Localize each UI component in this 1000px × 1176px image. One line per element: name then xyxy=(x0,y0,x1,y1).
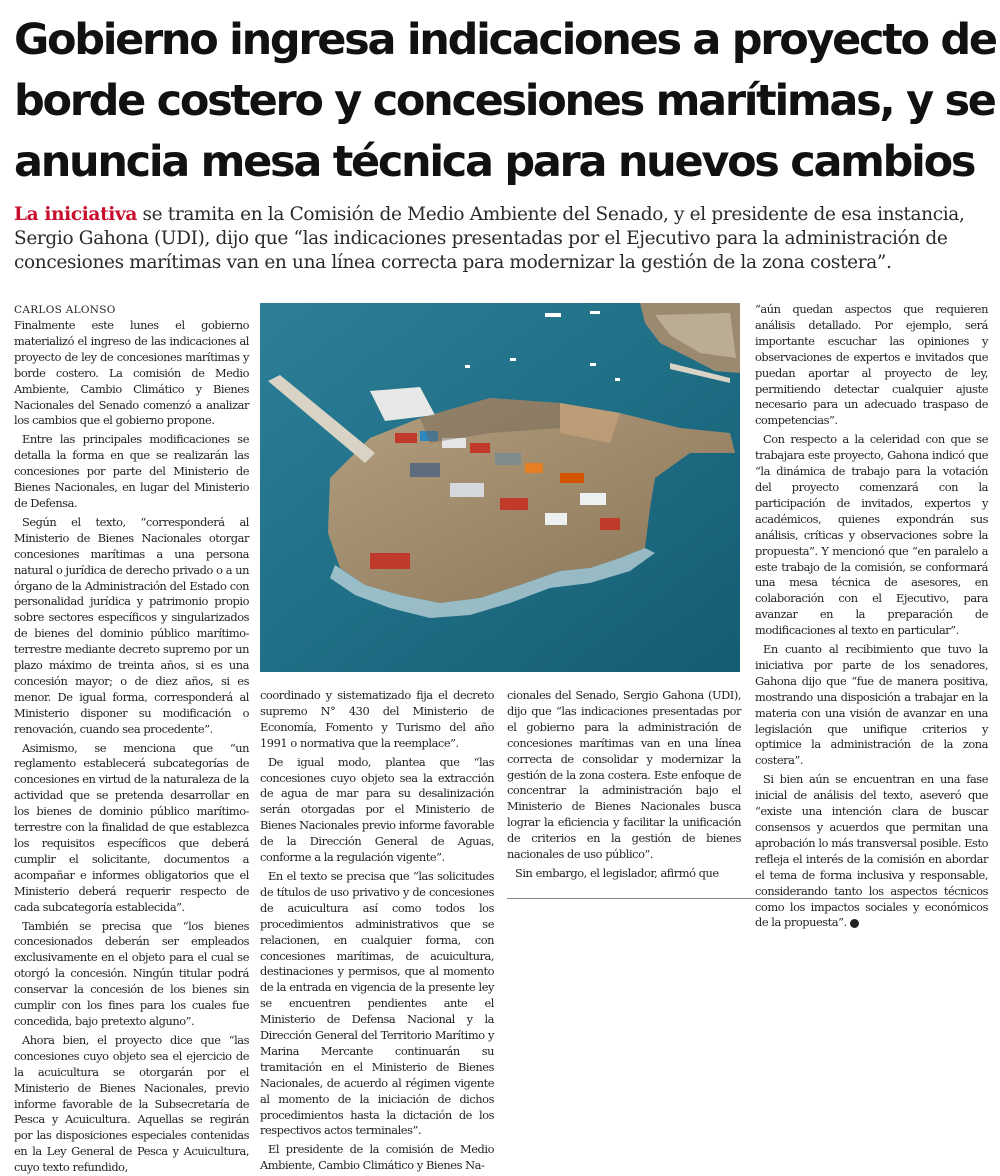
paragraph: Según el texto, “corresponderá al Ministerio de Bienes Nacionales otorgar concesiones marítimas a una persona natural o jurídica de derecho privado o a un órgano de la Administración del Estado con personalidad jurídica y patrimonio propio sobre sectores específicos y singularizados de bienes del dominio público marítimo-terrestre mediante decreto supremo por un plazo máximo de treinta años, si es una concesión mayor; o de diez años, si es menor. De igual forma, corresponderá al Ministerio disponer su modificación o renovación, cuando sea procedente”. xyxy=(14,514,249,736)
lead-kicker: La iniciativa xyxy=(14,204,137,225)
byline: CARLOS ALONSO xyxy=(14,304,116,316)
paragraph: En cuanto al recibimiento que tuvo la iniciativa por parte de los senadores, Gahona dijo que “fue de manera positiva, mostrando una disposición a trabajar en la materia con una visión de avanzar en una legislación que unifique criterios y optimice la administración de la zona costera”. xyxy=(755,642,988,768)
paragraph: coordinado y sistematizado fija el decreto supremo N° 430 del Ministerio de Economía, Fomento y Turismo del año 1991 o normativa que la reemplace”. xyxy=(260,688,494,750)
article-column-4 xyxy=(755,302,988,930)
article-column-1 xyxy=(14,318,249,1175)
paragraph: Sin embargo, el legislador, afirmó que xyxy=(515,865,719,880)
paragraph: “aún quedan aspectos que requieren análisis detallado. Por ejemplo, será importante escuchar las opiniones y observaciones de expertos e invitados que puedan aportar al proyecto de ley, permitiendo detectar cualquier ajuste necesario para un adecuado traspaso de competencias”. xyxy=(755,302,988,428)
end-mark-icon xyxy=(850,919,859,928)
paragraph: Ahora bien, el proyecto dice que “las concesiones cuyo objeto sea el ejercicio de la acuicultura se otorgarán por el Ministerio de Bienes Nacionales, previo informe favorable de la Subsecretaría de Pesca y Acuicultura. Aquellas se regirán por las disposiciones especiales contenidas en la Ley General de Pesca y Acuicultura, cuyo texto refundido, xyxy=(14,1032,249,1175)
paragraph: Asimismo, se menciona que “un reglamento establecerá subcategorías de concesiones en virtud de la naturaleza de la actividad que se pretenda desarrollar en los bienes de dominio público marítimo-terrestre con la finalidad de que establezca los requisitos específicos que deberá cumplir el solicitante, documentos a acompañar e informes obligatorios que el Ministerio deberá requerir respecto de cada subcategoría establecida”. xyxy=(14,740,249,914)
paragraph: Entre las principales modificaciones se detalla la forma en que se realizarán las concesiones por parte del Ministerio de Bienes Nacionales, en lugar del Ministerio de Defensa. xyxy=(14,432,249,510)
paragraph: También se precisa que “los bienes concesionados deberán ser empleados exclusivamente en el objeto para el cual se otorgó la concesión. Ningún titular podrá conservar la concesión de los bienes sin cumplir con los fines para los cuales fue concedida, bajo pretexto alguno”. xyxy=(14,918,249,1028)
lead-paragraph xyxy=(14,203,990,275)
article-column-2 xyxy=(260,688,494,1173)
headline-line: borde costero y concesiones marítimas, y se xyxy=(14,76,995,126)
paragraph-text: Si bien aún se encuentran en una fase inicial de análisis del texto, aseveró que “existe una intención clara de buscar consensos y acuerdos que permitan una aprobación lo más transversal posible. Esto refleja el interés de la comisión en abordar el tema de forma inclusiva y responsable, considerando tanto los aspectos técnicos como los impactos sociales y económicos de la propuesta”. xyxy=(755,772,988,930)
aerial-port-photo xyxy=(260,303,740,672)
lead-line-text: se tramita en la Comisión de Medio Ambiente del Senado, y el presidente de esa instancia, xyxy=(136,204,965,225)
lead-line xyxy=(14,203,990,227)
headline-line: anuncia mesa técnica para nuevos cambios xyxy=(14,137,975,187)
paragraph-last xyxy=(755,772,988,931)
paragraph: El presidente de la comisión de Medio Ambiente, Cambio Climático y Bienes Na- xyxy=(260,1142,494,1173)
lead-line: concesiones marítimas van en una línea correcta para modernizar la gestión de la zona costera”. xyxy=(14,252,892,273)
paragraph: En el texto se precisa que “las solicitudes de títulos de uso privativo y de concesiones de acuicultura así como todos los procedimientos administrativos que se relacionen, en cualquier forma, con concesiones marítimas, de acuicultura, destinaciones y permisos, que al momento de la entrada en vigencia de la presente ley se encuentren pendientes ante el Ministerio de Defensa Nacional y la Dirección General del Territorio Marítimo y Marina Mercante continuarán su tramitación en el Ministerio de Bienes Nacionales, de acuerdo al régimen vigente al momento de la iniciación de dichos procedimientos hasta la dictación de los respectivos actos terminales”. xyxy=(260,868,494,1138)
photo-illustration xyxy=(260,303,740,672)
paragraph: cionales del Senado, Sergio Gahona (UDI), dijo que “las indicaciones presentadas por el gobierno para la administración de concesiones marítimas van en una línea correcta de consolidar y modernizar la gestión de la zona costera. Este enfoque de concentrar la administración bajo el Ministerio de Bienes Nacionales busca lograr la eficiencia y facilitar la unificación de criterios en la gestión de bienes nacionales de uso público”. xyxy=(507,688,741,862)
lead-line: Sergio Gahona (UDI), dijo que “las indicaciones presentadas por el Ejecutivo para la administración de xyxy=(14,228,948,249)
headline xyxy=(14,10,996,193)
headline-line: Gobierno ingresa indicaciones a proyecto de xyxy=(14,15,996,65)
paragraph: Con respecto a la celeridad con que se trabajara este proyecto, Gahona indicó que “la dinámica de trabajo para la votación del proyecto comenzará con la participación de invitados, expertos y académicos, quienes expondrán sus análisis, críticas y observaciones sobre la propuesta”. Y mencionó que “en paralelo a este trabajo de la comisión, se conformará una mesa técnica de asesores, en colaboración con el Ejecutivo, para avanzar en la preparación de modificaciones al texto en particular”. xyxy=(755,432,988,638)
paragraph: Finalmente este lunes el gobierno materializó el ingreso de las indicaciones al proyecto de ley de concesiones marítimas y borde costero. La comisión de Medio Ambiente, Cambio Climático y Bienes Nacionales del Senado comenzó a analizar los cambios que el gobierno propone. xyxy=(14,318,249,428)
paragraph: De igual modo, plantea que “las concesiones cuyo objeto sea la extracción de agua de mar para su desalinización serán otorgadas por el Ministerio de Bienes Nacionales previo informe favorable de la Dirección General de Aguas, conforme a la regulación vigente”. xyxy=(260,754,494,865)
article-column-3 xyxy=(507,688,741,888)
